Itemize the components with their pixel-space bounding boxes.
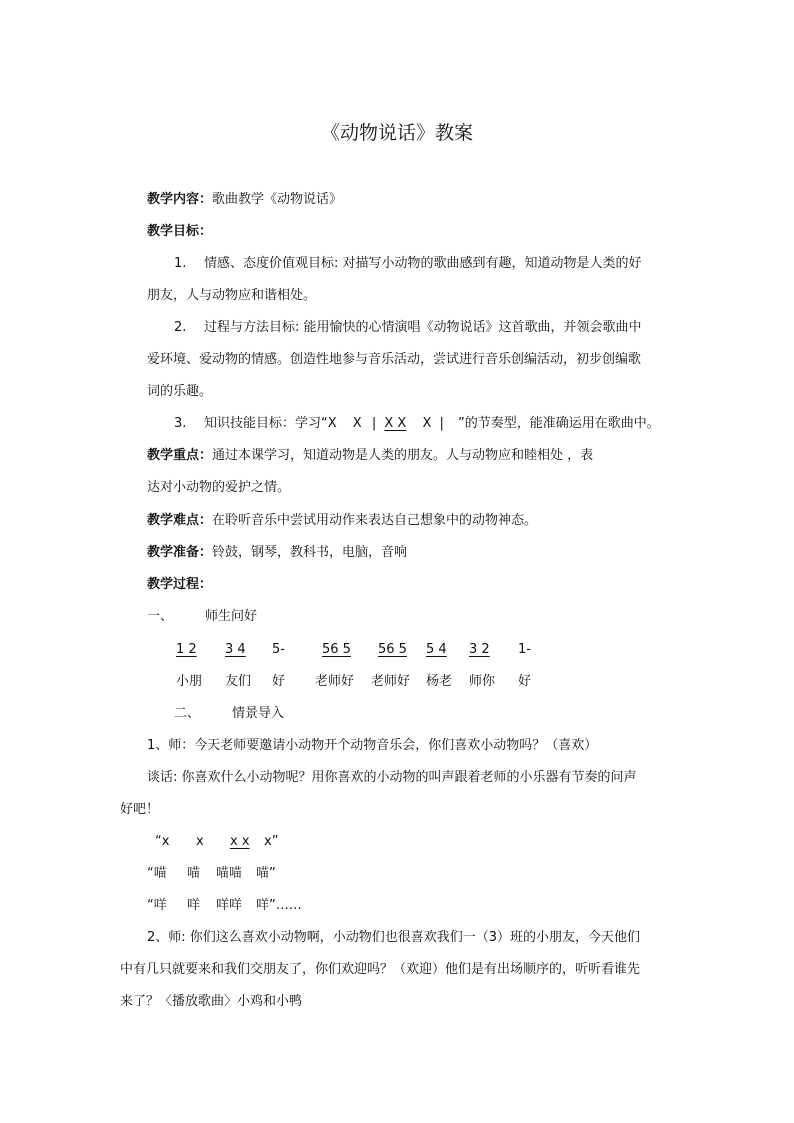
rhythm-beat: x” <box>264 834 279 849</box>
lyric-word: 好 <box>518 674 532 689</box>
notation-note: 3 2 <box>469 642 490 657</box>
goal3-suffix: ”的节奏型，能准确运用在歌曲中。 <box>458 416 660 431</box>
lyric-word: 老师好 <box>315 674 355 689</box>
talk-line2: 好吧！ <box>120 802 160 817</box>
notation-note: 56 5 <box>322 642 351 657</box>
difficulty-label: 教学难点： <box>147 513 213 528</box>
step1-num: 一、 <box>147 609 174 624</box>
notation-note: 1 2 <box>176 642 197 657</box>
goal2-line2: 爱环境、爱动物的情感。创造性地参与音乐活动，尝试进行音乐创编活动，初步创编歌 <box>147 352 642 367</box>
sheep-sound: 咩”…… <box>256 898 302 913</box>
lyric-word: 好 <box>272 674 286 689</box>
paragraph-1: 1、师：今天老师要邀请小动物开个动物音乐会，你们喜欢小动物吗？（喜欢） <box>147 738 598 753</box>
keypoint-line1 <box>147 449 593 462</box>
goal3-num: 3. <box>174 416 187 431</box>
goal3-rhythm-2: X X <box>384 416 407 431</box>
cat-sound: 喵” <box>256 866 276 881</box>
lyric-word: 友们 <box>225 674 252 689</box>
preparation <box>147 546 407 559</box>
preparation-label: 教学准备： <box>147 545 213 560</box>
teaching-content-label: 教学内容： <box>147 192 213 207</box>
process-label: 教学过程： <box>147 577 213 592</box>
goal1-num: 1. <box>174 256 187 271</box>
goal3-prefix: 知识技能目标：学习“X <box>204 416 337 431</box>
notation-note: 5 4 <box>426 642 447 657</box>
preparation-text: 铃鼓，钢琴，教科书，电脑，音响 <box>212 545 408 560</box>
cat-sound: 喵喵 <box>216 866 243 881</box>
paragraph-2-line1: 2、师: 你们这么喜欢小动物啊，小动物们也很喜欢我们一（3）班的小朋友，今天他们 <box>147 930 641 945</box>
rhythm-beat: x <box>196 834 204 849</box>
goal3-rhythm-3: X <box>422 416 432 431</box>
keypoint-text: 通过本课学习，知道动物是人类的朋友。人与动物应和睦相处 ，表 <box>212 448 594 463</box>
lyric-word: 师你 <box>469 674 496 689</box>
goal2-num: 2. <box>174 320 187 335</box>
notation-note: 1- <box>518 642 531 657</box>
goal2-line3: 词的乐趣。 <box>147 384 213 399</box>
difficulty <box>147 514 537 527</box>
goal1-line1: 情感、态度价值观目标: 对描写小动物的歌曲感到有趣，知道动物是人类的好 <box>204 256 642 271</box>
difficulty-text: 在聆听音乐中尝试用动作来表达自己想象中的动物神态。 <box>212 513 538 528</box>
teaching-content <box>147 193 342 206</box>
page-title: 《动物说话》教案 <box>320 122 473 144</box>
sheep-sound: “咩 <box>147 898 167 913</box>
goal1-line2: 朋友，人与动物应和谐相处。 <box>147 288 317 303</box>
cat-sound: 喵 <box>187 866 201 881</box>
step2-text: 情景导入 <box>232 706 285 721</box>
talk-line1: 谈话: 你喜欢什么小动物呢？用你喜欢的小动物的叫声跟着老师的小乐器有节奏的问声 <box>147 770 637 785</box>
goal3-line <box>204 417 660 430</box>
paragraph-2-line2: 中有几只就要来和我们交朋友了，你们欢迎吗？（欢迎）他们是有出场顺序的，听听看谁先 <box>120 962 641 977</box>
notation-note: 56 5 <box>378 642 407 657</box>
goal3-rhythm-1: X <box>352 416 362 431</box>
goal3-rhythm-bar-2: | <box>439 416 444 431</box>
rhythm-beat: “x <box>155 834 170 849</box>
sheep-sound: 咩 <box>187 898 201 913</box>
lyric-word: 老师好 <box>371 674 411 689</box>
sheep-sound: 咩咩 <box>216 898 243 913</box>
notation-note: 5- <box>272 642 285 657</box>
paragraph-2-line3: 来了？〈播放歌曲〉小鸡和小鸭 <box>120 994 303 1009</box>
step1-text: 师生问好 <box>205 609 258 624</box>
goal3-rhythm-bar-1: | <box>371 416 377 431</box>
cat-sound: “喵 <box>147 866 167 881</box>
rhythm-beat: x x <box>230 834 250 849</box>
step2-num: 二、 <box>174 706 201 721</box>
lyric-word: 杨老 <box>426 674 453 689</box>
goal2-line1: 过程与方法目标: 能用愉快的心情演唱《动物说话》这首歌曲，并领会歌曲中 <box>204 320 642 335</box>
lyric-word: 小朋 <box>176 674 203 689</box>
teaching-content-text: 歌曲教学《动物说话》 <box>212 192 343 207</box>
notation-note: 3 4 <box>225 642 246 657</box>
keypoint-line2: 达对小动物的爱护之情。 <box>147 480 291 495</box>
goals-label: 教学目标： <box>147 224 213 239</box>
keypoint-label: 教学重点： <box>147 448 213 463</box>
